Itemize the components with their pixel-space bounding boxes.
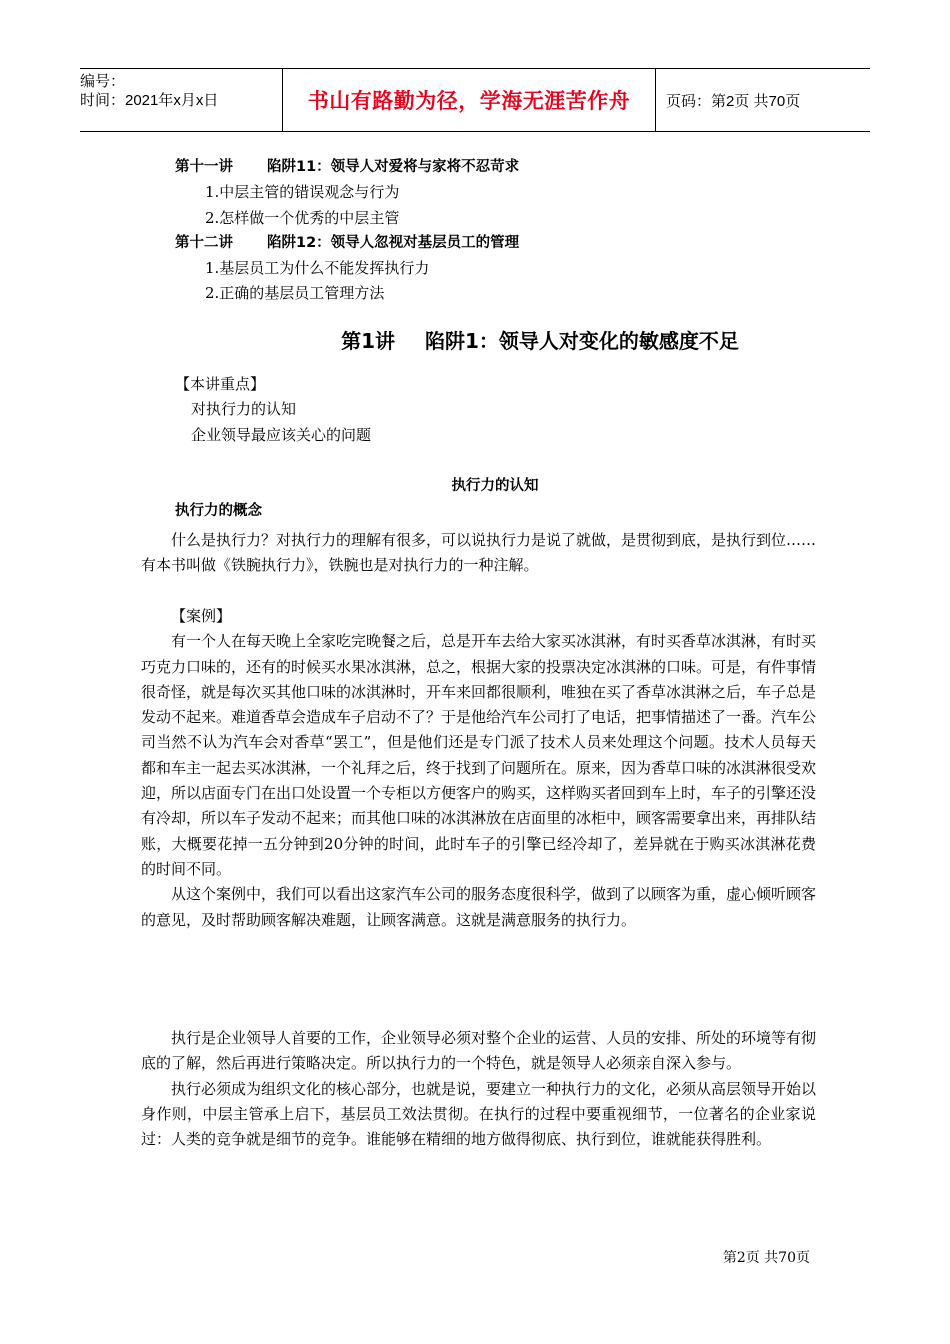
paragraph: 什么是执行力？对执行力的理解有很多，可以说执行力是说了就做，是贯彻到底，是执行到位……有本书叫做《铁腕执行力》，铁腕也是对执行力的一种注解。	[141, 531, 817, 575]
key-point-item: 对执行力的认知	[191, 400, 297, 419]
toc-lecture-heading: 第十一讲 陷阱11：领导人对爱将与家将不忍苛求	[175, 159, 520, 175]
body-text-a	[141, 528, 816, 579]
document-date: 时间：2021年x月x日	[80, 92, 219, 109]
page-footer: 第2页 共70页	[722, 1250, 810, 1266]
toc-item: 2.怎样做一个优秀的中层主管	[205, 208, 400, 227]
section-title: 执行力的认知	[451, 477, 539, 494]
lecture-heading: 第1讲 陷阱1：领导人对变化的敏感度不足	[341, 328, 739, 353]
toc-item: 1.中层主管的错误观念与行为	[205, 183, 400, 202]
header-motto: 书山有路勤为径，学海无涯苦作舟	[283, 69, 656, 131]
toc-item: 1.基层员工为什么不能发挥执行力	[205, 259, 430, 278]
paragraph: 从这个案例中，我们可以看出这家汽车公司的服务态度很科学，做到了以顾客为重，虚心倾听顾客的意见，及时帮助顾客解决难题，让顾客满意。这就是满意服务的执行力。	[141, 885, 817, 929]
toc-item: 2.正确的基层员工管理方法	[205, 284, 385, 303]
header-meta	[80, 69, 283, 131]
document-number: 编号：	[80, 73, 126, 90]
paragraph: 执行是企业领导人首要的工作，企业领导必须对整个企业的运营、人员的安排、所处的环境等有彻底的了解，然后再进行策略决定。所以执行力的一个特色，就是领导人必须亲自深入参与。	[141, 1029, 817, 1073]
paragraph: 有一个人在每天晚上全家吃完晚餐之后，总是开车去给大家买冰淇淋，有时买香草冰淇淋，有时买巧克力口味的，还有的时候买水果冰淇淋，总之，根据大家的投票决定冰淇淋的口味。可是，有件事情很奇怪，就是每次买其他口味的冰淇淋时，开车来回都很顺利，唯独在买了香草冰淇淋之后，车子总是发动不起来。难道香草会造成车子启动不了？于是他给汽车公司打了电话，把事情描述了一番。汽车公司当然不认为汽车会对香草“罢工”，但是他们还是专门派了技术人员来处理这个问题。技术人员每天都和车主一起去买冰淇淋，一个礼拜之后，终于找到了问题所在。原来，因为香草口味的冰淇淋很受欢迎，所以店面专门在出口处设置一个专柜以方便客户的购买，这样购买者回到车上时，车子的引擎还没有冷却，所以车子发动不起来；而其他口味的冰淇淋放在店面里的冰柜中，顾客需要拿出来，再排队结账，大概要花掉一五分钟到20分钟的时间，此时车子的引擎已经冷却了，差异就在于购买冰淇淋花费的时间不同。	[141, 632, 817, 878]
page-header	[80, 68, 870, 132]
toc-section	[175, 155, 815, 525]
key-point-item: 企业领导最应该关心的问题	[191, 425, 372, 444]
body-text-b	[141, 604, 816, 933]
header-page-number: 页码：第2页 共70页	[666, 92, 801, 110]
key-points-label: 【本讲重点】	[175, 375, 266, 394]
case-label: 【案例】	[171, 607, 232, 625]
subsection-title: 执行力的概念	[175, 503, 262, 520]
toc-lecture-heading: 第十二讲 陷阱12：领导人忽视对基层员工的管理	[175, 234, 520, 251]
paragraph: 执行必须成为组织文化的核心部分，也就是说，要建立一种执行力的文化，必须从高层领导开始以身作则，中层主管承上启下，基层员工效法贯彻。在执行的过程中要重视细节，一位著名的企业家说过：人类的竞争就是细节的竞争。谁能够在精细的地方做得彻底、执行到位，谁就能获得胜利。	[141, 1079, 817, 1149]
body-text-c	[141, 1026, 816, 1152]
